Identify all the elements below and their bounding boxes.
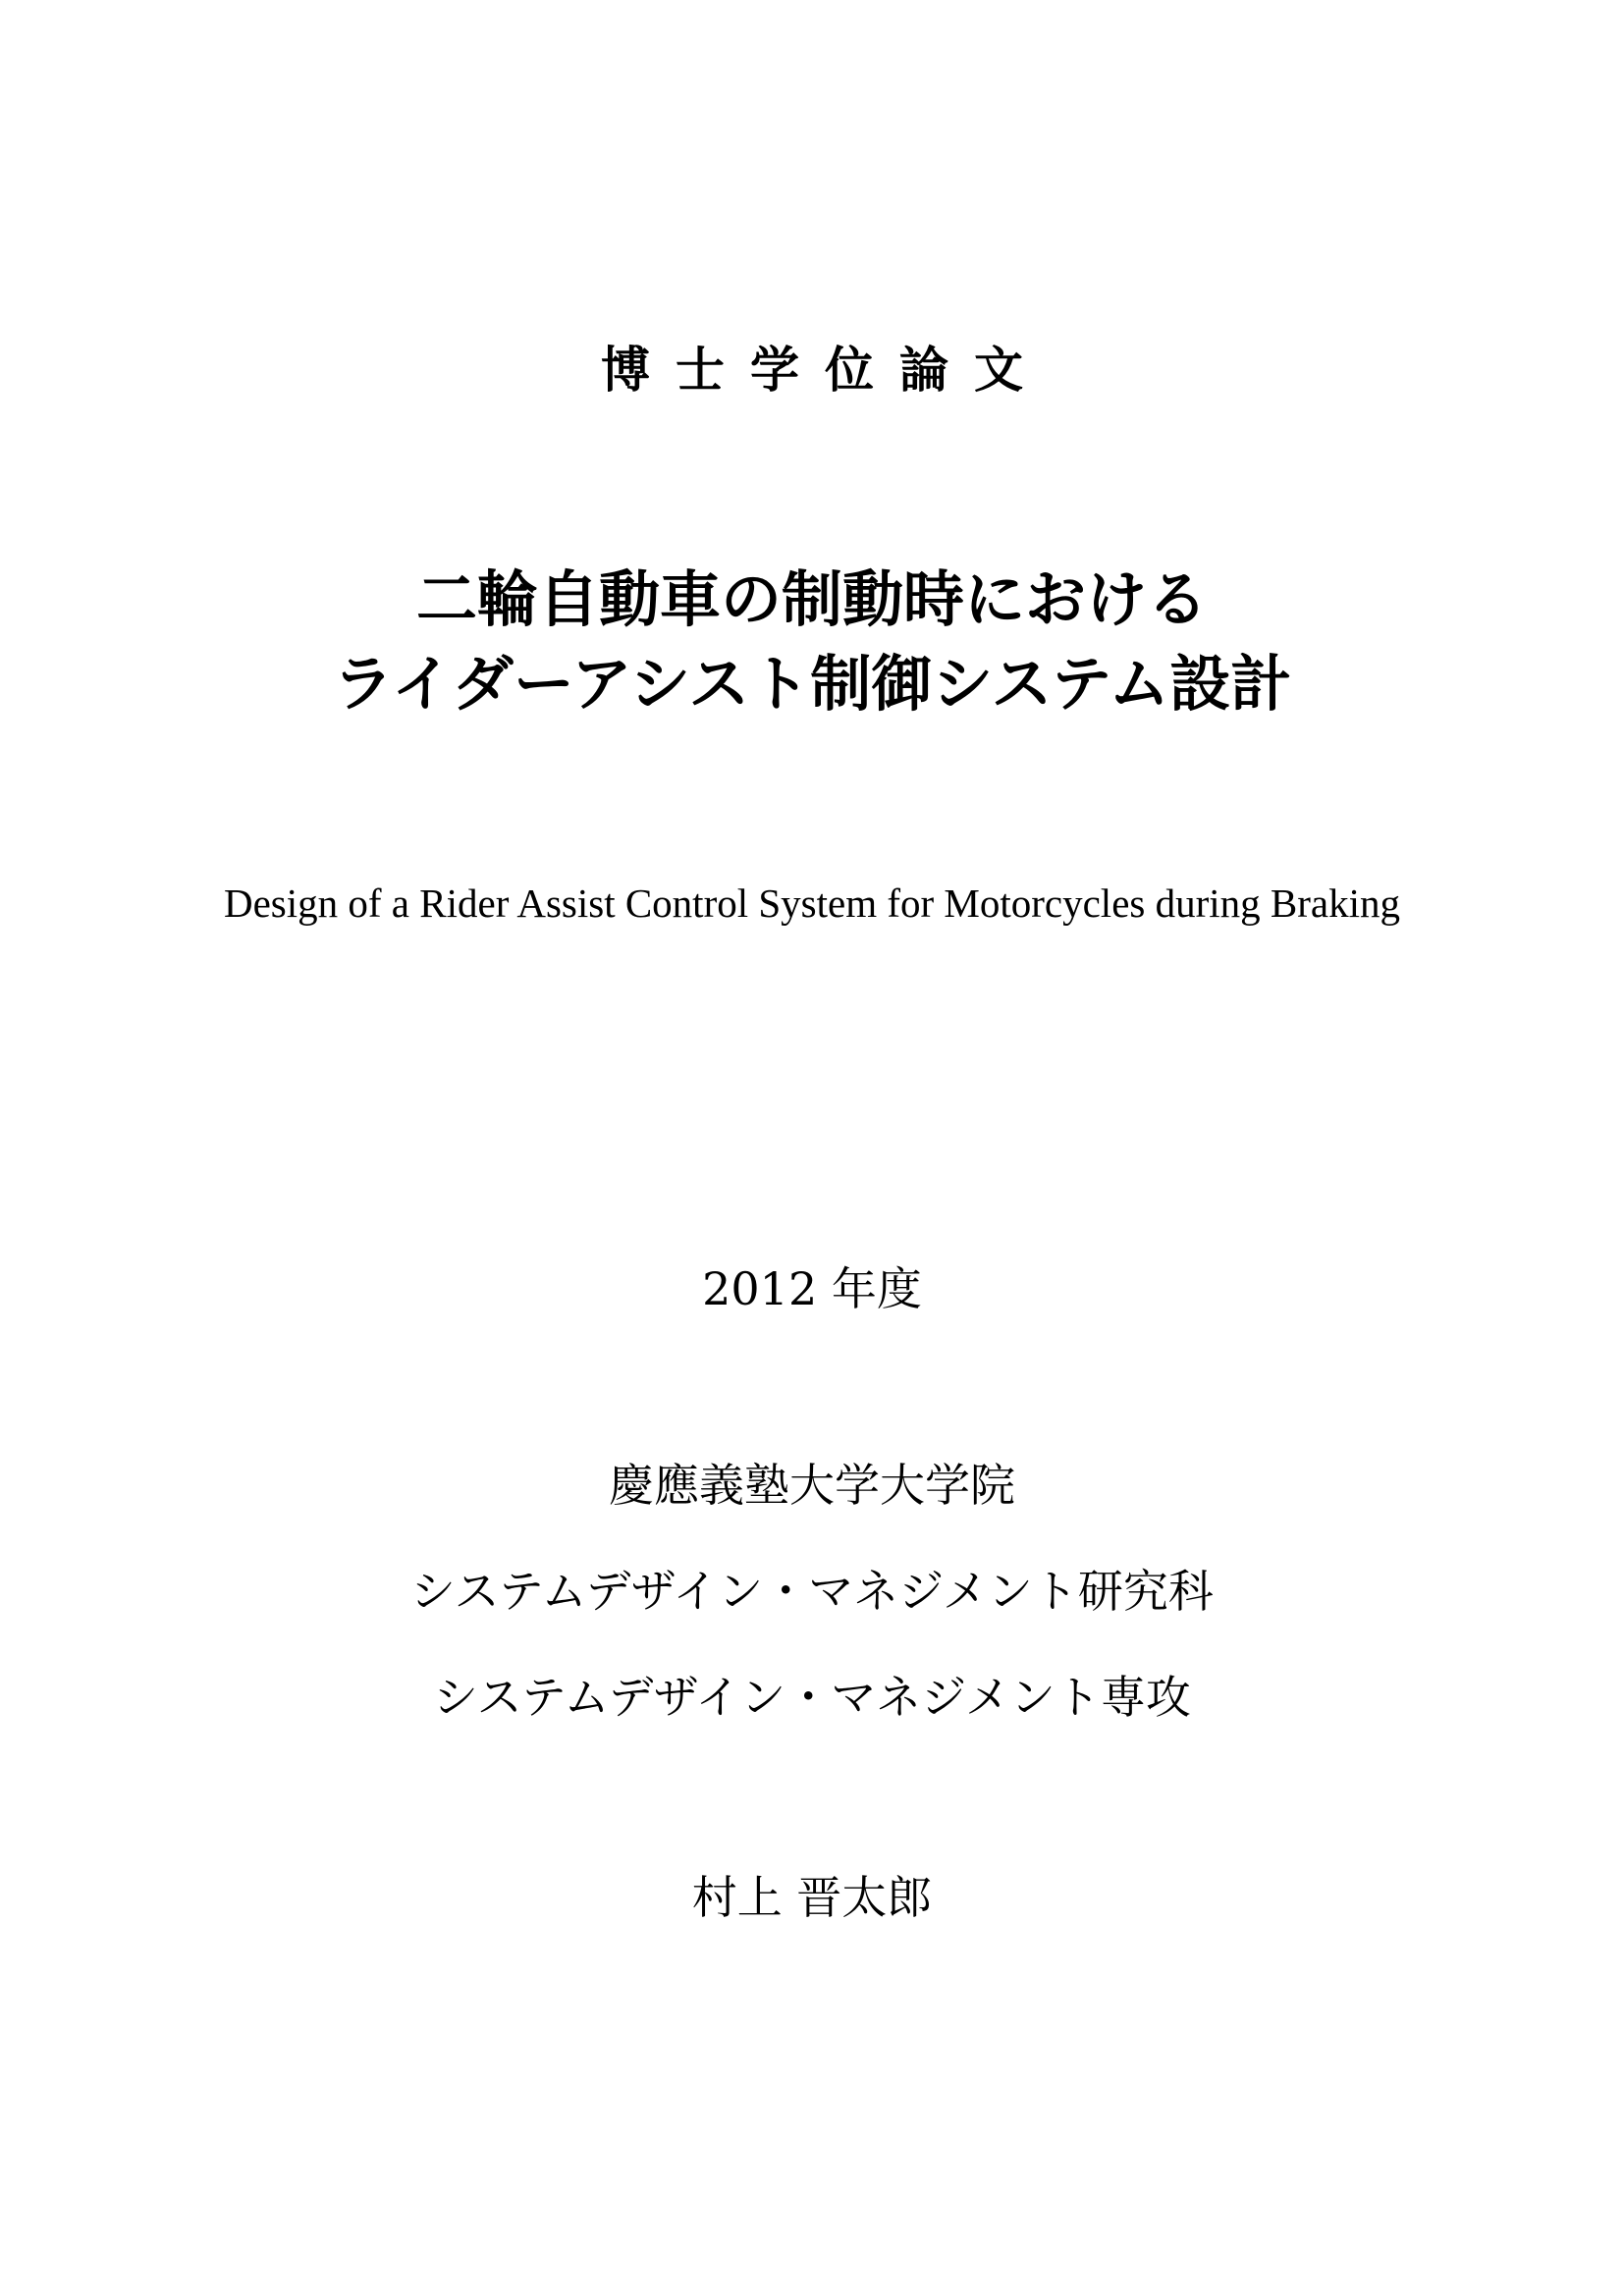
document-type-heading: 博士学位論文 [601, 342, 1049, 399]
author-name: 村上 晋太郎 [691, 1871, 933, 1924]
academic-year: 2012 年度 [702, 1262, 922, 1315]
english-title: Design of a Rider Assist Control System for Motorcycles during Braking [224, 881, 1400, 926]
major-name: システムデザイン・マネジメント専攻 [433, 1671, 1191, 1724]
university-name: 慶應義塾大学大学院 [609, 1459, 1015, 1512]
graduate-school-name: システムデザイン・マネジメント研究科 [410, 1565, 1214, 1618]
japanese-title-line-1: 二輪自動車の制動時における [415, 563, 1208, 635]
japanese-title-line-2: ライダーアシスト制御システム設計 [332, 648, 1292, 720]
